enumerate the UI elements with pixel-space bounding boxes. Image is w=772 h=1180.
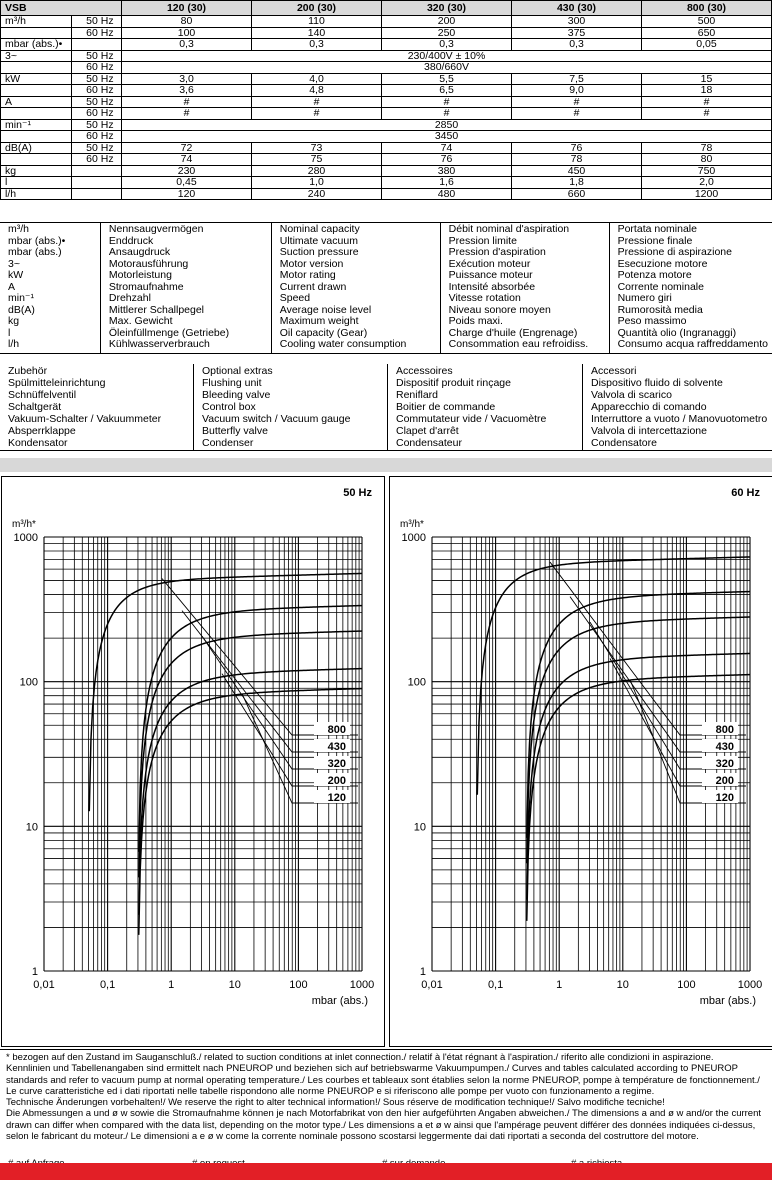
spec-cell: # xyxy=(512,108,642,120)
spec-row xyxy=(1,62,772,74)
spec-cell: 3,6 xyxy=(122,85,252,97)
spec-cell: 110 xyxy=(252,16,382,28)
spec-row xyxy=(1,165,772,177)
y-tick-label: 10 xyxy=(25,821,38,834)
spec-cell: 450 xyxy=(512,165,642,177)
spec-row-frequency: 60 Hz xyxy=(72,62,122,74)
accessories-english xyxy=(194,364,388,451)
legend-term-fr: Vitesse rotation xyxy=(448,292,521,304)
legend-term-fr: Puissance moteur xyxy=(448,269,533,281)
spec-cell: 240 xyxy=(252,188,382,200)
spec-cell: 80 xyxy=(122,16,252,28)
spec-cell: 1,0 xyxy=(252,177,382,189)
chart-60hz-plot xyxy=(390,477,772,1046)
legend-term-fr: Pression limite xyxy=(448,234,517,247)
spec-row xyxy=(1,85,772,97)
accessory-de: Absperrklappe xyxy=(8,425,76,437)
accessory-de: Schnüffelventil xyxy=(8,389,77,401)
series-label: 430 xyxy=(715,741,734,753)
legend-term-de: Ansaugdruck xyxy=(108,246,171,258)
accessory-de: Zubehör xyxy=(8,365,48,377)
spec-row xyxy=(1,119,772,131)
accessory-fr: Accessoires xyxy=(396,365,453,377)
legend-term-it: Pressione di aspirazione xyxy=(617,246,732,258)
x-tick-label: 1 xyxy=(168,979,175,991)
legend-term-fr: Pression d'aspiration xyxy=(448,246,546,258)
spec-cell: 78 xyxy=(512,154,642,166)
spec-cell: 0,05 xyxy=(642,39,772,51)
series-label: 200 xyxy=(327,775,346,787)
accessory-fr: Dispositif produit rinçage xyxy=(396,377,511,389)
spec-cell: 4,8 xyxy=(252,85,382,97)
spec-row-label: A xyxy=(1,96,72,108)
x-tick-label: 0,01 xyxy=(421,979,443,991)
spec-row-label: kg xyxy=(1,165,72,177)
legend-term-it: Peso massimo xyxy=(617,315,687,327)
spec-cell: # xyxy=(252,96,382,108)
spec-header-model: 430 (30) xyxy=(512,1,642,16)
legend-term-it: Portata nominale xyxy=(617,223,697,235)
separator-bar xyxy=(0,458,772,472)
legend-term-it: Numero giri xyxy=(617,292,672,304)
spec-row xyxy=(1,108,772,120)
legend-symbol: m³/h xyxy=(8,223,29,235)
legend-term-fr: Niveau sonore moyen xyxy=(448,303,551,316)
spec-cell: 250 xyxy=(382,27,512,39)
y-tick-label: 10 xyxy=(413,821,426,834)
spec-cell: 300 xyxy=(512,16,642,28)
spec-header-model: 320 (30) xyxy=(382,1,512,16)
legend-term-de: Drehzahl xyxy=(108,292,151,304)
legend-term-en: Motor version xyxy=(279,257,344,270)
accessory-de: Schaltgerät xyxy=(8,401,62,413)
legend-term-fr: Exécution moteur xyxy=(448,257,531,270)
legend-term-de: Kühlwasserverbrauch xyxy=(108,338,210,350)
legend-term-it: Esecuzione motore xyxy=(617,257,708,270)
legend-term-it: Pressione finale xyxy=(617,234,693,247)
legend-term-en: Ultimate vacuum xyxy=(279,234,358,247)
spec-cell: # xyxy=(382,108,512,120)
legend-french xyxy=(440,223,609,354)
spec-header-vsb: VSB xyxy=(1,1,122,16)
legend-italian xyxy=(609,223,772,354)
brand-bar xyxy=(0,1163,772,1180)
accessory-en: Condenser xyxy=(202,437,254,449)
x-tick-label: 0,1 xyxy=(99,979,116,991)
x-tick-label: 100 xyxy=(289,979,308,991)
legend-term-fr: Poids maxi. xyxy=(448,315,503,327)
spec-cell: 500 xyxy=(642,16,772,28)
footnotes xyxy=(0,1049,772,1161)
accessory-it: Dispositivo fluido di solvente xyxy=(591,377,723,389)
spec-cell: 9,0 xyxy=(512,85,642,97)
spec-table xyxy=(0,0,772,200)
accessory-en: Vacuum switch / Vacuum gauge xyxy=(202,413,351,425)
spec-row-label: dB(A) xyxy=(1,142,72,154)
spec-cell: 375 xyxy=(512,27,642,39)
spec-cell: # xyxy=(642,96,772,108)
spec-row-label: mbar (abs.)• xyxy=(1,39,72,51)
legend-symbol: kg xyxy=(8,315,20,327)
legend-term-de: Öleinfüllmenge (Getriebe) xyxy=(108,326,230,339)
spec-row-frequency: 50 Hz xyxy=(72,142,122,154)
accessory-en: Flushing unit xyxy=(202,377,262,389)
spec-row-frequency: 50 Hz xyxy=(72,73,122,85)
spec-header-model: 120 (30) xyxy=(122,1,252,16)
accessory-fr: Condensateur xyxy=(396,437,462,449)
accessory-it: Valvola di scarico xyxy=(591,389,672,401)
accessory-fr: Commutateur vide / Vacuomètre xyxy=(396,413,547,425)
spec-row-frequency: 60 Hz xyxy=(72,108,122,120)
spec-cell-span: 230/400V ± 10% xyxy=(122,50,772,62)
spec-row-frequency: 50 Hz xyxy=(72,119,122,131)
spec-row-frequency: 60 Hz xyxy=(72,131,122,143)
spec-row-frequency: 50 Hz xyxy=(72,96,122,108)
spec-cell: 280 xyxy=(252,165,382,177)
y-tick-label: 100 xyxy=(407,676,426,689)
accessory-de: Vakuum-Schalter / Vakuummeter xyxy=(8,413,162,425)
spec-row-frequency: 50 Hz xyxy=(72,16,122,28)
spec-cell: 0,3 xyxy=(512,39,642,51)
spec-row-label xyxy=(1,62,72,74)
spec-cell: 480 xyxy=(382,188,512,200)
spec-row xyxy=(1,50,772,62)
legend-english xyxy=(271,223,440,354)
spec-cell: 4,0 xyxy=(252,73,382,85)
y-tick-label: 100 xyxy=(19,676,38,689)
legend-term-en: Suction pressure xyxy=(279,246,359,258)
spec-cell: 120 xyxy=(122,188,252,200)
legend-term-it: Rumorosità media xyxy=(617,303,703,316)
y-tick-label: 1000 xyxy=(401,532,426,544)
x-tick-label: 1 xyxy=(556,979,563,991)
spec-cell: # xyxy=(122,96,252,108)
spec-header-model: 800 (30) xyxy=(642,1,772,16)
legend-symbol: mbar (abs.)• xyxy=(8,234,66,247)
accessory-en: Control box xyxy=(202,401,256,413)
legend-term-en: Cooling water consumption xyxy=(279,338,407,350)
legend-term-de: Motorleistung xyxy=(108,269,172,281)
spec-cell: 78 xyxy=(642,142,772,154)
spec-cell: 75 xyxy=(252,154,382,166)
spec-row-frequency: 60 Hz xyxy=(72,85,122,97)
accessory-fr: Boitier de commande xyxy=(396,401,496,413)
x-tick-label: 0,01 xyxy=(33,979,55,991)
spec-cell: 660 xyxy=(512,188,642,200)
spec-row-label: 3~ xyxy=(1,50,72,62)
spec-row-frequency xyxy=(72,177,122,189)
y-tick-label: 1 xyxy=(419,966,426,978)
spec-cell: 73 xyxy=(252,142,382,154)
spec-row-label: l/h xyxy=(1,188,72,200)
series-label: 800 xyxy=(327,724,346,736)
legend-symbol: 3~ xyxy=(8,257,20,270)
spec-cell: 200 xyxy=(382,16,512,28)
legend-term-de: Stromaufnahme xyxy=(108,280,184,293)
accessory-it: Apparecchio di comando xyxy=(591,401,707,413)
legend-symbol: kW xyxy=(8,269,24,281)
spec-cell: # xyxy=(122,108,252,120)
legend-symbol: l/h xyxy=(8,338,20,350)
legend-term-en: Motor rating xyxy=(279,269,336,281)
x-tick-label: 10 xyxy=(616,979,629,991)
legend-term-fr: Charge d'huile (Engrenage) xyxy=(448,326,578,339)
y-tick-label: 1000 xyxy=(13,532,38,544)
legend-term-it: Consumo acqua raffreddamento xyxy=(617,338,768,350)
spec-cell: 140 xyxy=(252,27,382,39)
footnote-pneurop: Kennlinien und Tabellenangaben sind ermittelt nach PNEUROP und beziehen sich auf betriebswarme Vakuumpumpen./ Curves and tables calculated according to PNEUROP standards and refer to vacuum pump at normal operating temperature./ Les courbes et tableaux sont établies selon la norme PNEUROP, pompe à température de fonctionnement./ Le curve caratteristiche ed i dati riportati nelle tabelle rispondono alle norme PNEUROP e si riferiscono alle pompe per vuoto con funzionamento a regime. xyxy=(6,1063,760,1097)
spec-row xyxy=(1,73,772,85)
spec-row-frequency: 50 Hz xyxy=(72,50,122,62)
spec-cell-span: 2850 xyxy=(122,119,772,131)
accessories-table xyxy=(0,364,772,451)
legend-symbol: dB(A) xyxy=(8,303,35,316)
spec-row-label: l xyxy=(1,177,72,189)
legend-symbol: l xyxy=(8,326,11,339)
accessory-fr: Reniflard xyxy=(396,389,439,401)
spec-row xyxy=(1,16,772,28)
spec-row xyxy=(1,177,772,189)
legend-term-it: Corrente nominale xyxy=(617,280,704,293)
spec-cell: # xyxy=(252,108,382,120)
legend-term-fr: Débit nominal d'aspiration xyxy=(448,223,570,235)
x-tick-label: 100 xyxy=(677,979,696,991)
y-axis-label: m³/h* xyxy=(400,519,424,530)
footnote-dimensions: Die Abmessungen a und ø w sowie die Stromaufnahme können je nach Motorfabrikat von den hier aufgeführten Angaben abweichen./ The dimensions a and ø w and/or the current drawn can differ when compared with the data list, depending on the motor type./ Les dimensions a et ø w ainsi que l'ampérage peuvent différer des données indiquées ci-dessus, selon le fabricant du moteur./ Le dimensioni a e ø w come la corrente nominale possono scostarsi leggermente dai dati riportati a seconda del costruttore del motore. xyxy=(6,1108,762,1143)
spec-row-frequency xyxy=(72,165,122,177)
chart-title: 60 Hz xyxy=(731,487,760,499)
spec-cell: 3,0 xyxy=(122,73,252,85)
spec-cell: 1,6 xyxy=(382,177,512,189)
x-axis-label: mbar (abs.) xyxy=(699,995,756,1007)
legend-symbols xyxy=(0,223,100,354)
legend-term-fr: Intensité absorbée xyxy=(448,280,536,293)
grid xyxy=(44,537,362,971)
legend-term-it: Quantità olio (Ingranaggi) xyxy=(617,326,737,339)
spec-row xyxy=(1,27,772,39)
spec-cell: 7,5 xyxy=(512,73,642,85)
legend-term-en: Nominal capacity xyxy=(279,223,360,235)
grid xyxy=(432,537,750,971)
spec-cell: 74 xyxy=(122,154,252,166)
spec-row-frequency xyxy=(72,188,122,200)
legend-term-de: Mittlerer Schallpegel xyxy=(108,303,205,316)
y-axis-label: m³/h* xyxy=(12,519,36,530)
spec-cell: 15 xyxy=(642,73,772,85)
accessories-german xyxy=(0,364,194,451)
legend-term-de: Enddruck xyxy=(108,234,154,247)
spec-cell-span: 3450 xyxy=(122,131,772,143)
legend-term-en: Maximum weight xyxy=(279,315,359,327)
spec-cell: 0,3 xyxy=(252,39,382,51)
accessory-de: Spülmitteleinrichtung xyxy=(8,377,106,389)
series-label: 320 xyxy=(327,758,346,770)
spec-cell: 80 xyxy=(642,154,772,166)
spec-row-label xyxy=(1,154,72,166)
spec-row-label: min⁻¹ xyxy=(1,119,72,131)
spec-cell: 0,3 xyxy=(122,39,252,51)
spec-cell: 72 xyxy=(122,142,252,154)
legend-term-en: Average noise level xyxy=(279,303,372,316)
spec-row-label xyxy=(1,27,72,39)
accessories-italian xyxy=(583,364,772,451)
y-tick-label: 1 xyxy=(31,966,38,978)
legend-symbol: mbar (abs.) xyxy=(8,246,62,258)
series-label: 430 xyxy=(327,741,346,753)
accessory-en: Bleeding valve xyxy=(202,389,271,401)
accessory-en: Optional extras xyxy=(202,365,273,377)
spec-cell: 2,0 xyxy=(642,177,772,189)
spec-row-frequency xyxy=(72,39,122,51)
legend-term-de: Max. Gewicht xyxy=(108,315,173,327)
x-tick-label: 10 xyxy=(228,979,241,991)
accessory-it: Interruttore a vuoto / Manovuotometro xyxy=(591,413,768,425)
spec-row-label xyxy=(1,108,72,120)
spec-cell: 750 xyxy=(642,165,772,177)
spec-cell: # xyxy=(382,96,512,108)
legend-german xyxy=(100,223,271,354)
spec-cell: 74 xyxy=(382,142,512,154)
spec-cell-span: 380/660V xyxy=(122,62,772,74)
legend-table xyxy=(0,222,772,354)
series-label: 200 xyxy=(715,775,734,787)
accessories-french xyxy=(388,364,583,451)
spec-cell: 5,5 xyxy=(382,73,512,85)
spec-cell: 6,5 xyxy=(382,85,512,97)
accessory-de: Kondensator xyxy=(8,437,68,449)
spec-cell: 0,3 xyxy=(382,39,512,51)
spec-cell: 1,8 xyxy=(512,177,642,189)
legend-term-en: Speed xyxy=(279,292,311,304)
spec-row-frequency: 60 Hz xyxy=(72,154,122,166)
x-tick-label: 1000 xyxy=(349,979,375,991)
chart-60hz xyxy=(389,476,772,1047)
series-label: 120 xyxy=(715,792,734,804)
spec-row xyxy=(1,142,772,154)
chart-title: 50 Hz xyxy=(343,487,372,499)
legend-term-de: Motorausführung xyxy=(108,257,189,270)
accessory-en: Butterfly valve xyxy=(202,425,268,437)
spec-cell: 380 xyxy=(382,165,512,177)
spec-row-label xyxy=(1,131,72,143)
legend-symbol: min⁻¹ xyxy=(8,292,34,304)
spec-cell: 76 xyxy=(382,154,512,166)
x-axis-label: mbar (abs.) xyxy=(311,995,368,1007)
spec-cell: 18 xyxy=(642,85,772,97)
spec-cell: 100 xyxy=(122,27,252,39)
spec-cell: 230 xyxy=(122,165,252,177)
chart-50hz-plot xyxy=(2,477,384,1046)
spec-cell: # xyxy=(642,108,772,120)
series-label: 800 xyxy=(715,724,734,736)
legend-term-it: Potenza motore xyxy=(617,269,692,281)
spec-cell: 76 xyxy=(512,142,642,154)
spec-row-label xyxy=(1,85,72,97)
spec-row xyxy=(1,39,772,51)
footnote-changes: Technische Änderungen vorbehalten!/ We reserve the right to alter technical information!/ Sous réserve de modification technique!/ Salvo modifiche tecniche! xyxy=(6,1097,665,1109)
spec-row-frequency: 60 Hz xyxy=(72,27,122,39)
spec-cell: 650 xyxy=(642,27,772,39)
legend-term-fr: Consommation eau refroidiss. xyxy=(448,338,589,350)
legend-term-en: Oil capacity (Gear) xyxy=(279,326,368,339)
accessory-it: Accessori xyxy=(591,365,637,377)
spec-cell: 1200 xyxy=(642,188,772,200)
legend-term-en: Current drawn xyxy=(279,280,347,293)
series-label: 320 xyxy=(715,758,734,770)
x-tick-label: 0,1 xyxy=(487,979,504,991)
spec-row-label: m³/h xyxy=(1,16,72,28)
spec-row xyxy=(1,154,772,166)
spec-header-model: 200 (30) xyxy=(252,1,382,16)
spec-row xyxy=(1,188,772,200)
footnote-suction: * bezogen auf den Zustand im Sauganschluß./ related to suction conditions at inlet connection./ relatif à l'état régnant à l'aspiration./ riferito alle condizioni in aspirazione. xyxy=(6,1052,714,1063)
accessory-it: Valvola di intercettazione xyxy=(591,425,707,437)
spec-cell: 0,45 xyxy=(122,177,252,189)
legend-symbol: A xyxy=(8,280,16,293)
spec-row xyxy=(1,96,772,108)
spec-row-label: kW xyxy=(1,73,72,85)
curves xyxy=(89,573,362,934)
spec-row xyxy=(1,131,772,143)
accessory-fr: Clapet d'arrêt xyxy=(396,425,459,437)
accessory-it: Condensatore xyxy=(591,437,657,449)
x-tick-label: 1000 xyxy=(737,979,763,991)
chart-50hz xyxy=(1,476,385,1047)
series-label: 120 xyxy=(327,792,346,804)
spec-cell: # xyxy=(512,96,642,108)
legend-term-de: Nennsaugvermögen xyxy=(108,223,204,235)
